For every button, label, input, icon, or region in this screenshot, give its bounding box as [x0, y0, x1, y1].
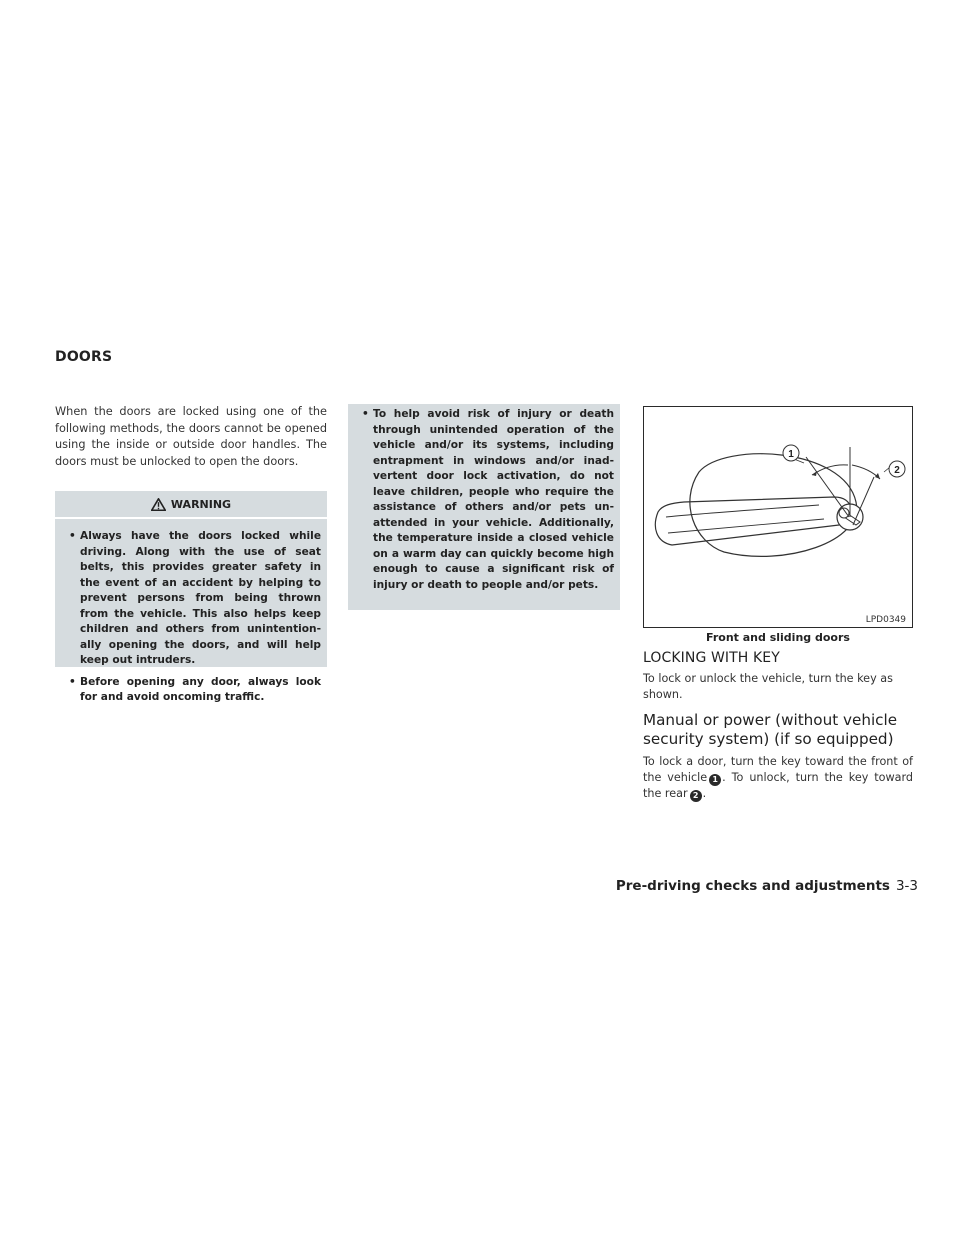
manual-paragraph: To lock a door, turn the key toward the front of the vehicle 1 . To unlock, turn the key toward the rear 2 . [643, 755, 913, 800]
warning-list [55, 519, 327, 706]
door-handle-illustration [644, 407, 912, 627]
heading-manual-or-power: Manual or power (without vehicle security system) (if so equipped) [643, 711, 898, 748]
warning-title: WARNING [170, 497, 232, 511]
locking-paragraph: To lock or unlock the vehicle, turn the key as shown. [643, 672, 893, 701]
warning-item: • To help avoid risk of injury or death through unintended operation of the vehicle and/or its systems, including entrapment in windows and/or inadvertent door lock activation, do not leave children, people who require the assistance of others and/or pets unattended in your vehicle. Additionally, the temperature inside a closed vehicle on a warm day can quickly become high enough to cause a significant risk of injury or death to people and/or pets. [362, 408, 614, 591]
warning-item: • Always have the doors locked while driving. Along with the use of seat belts, this provides greater safety in the event of an accident by helping to prevent persons from being thrown from the vehicle. This also helps keep children and others from unintentionally opening the doors, and will help keep out intruders. [69, 530, 321, 666]
figure-caption: Front and sliding doors [706, 631, 850, 644]
warning-item: • Before opening any door, always look for and avoid oncoming traffic. [69, 675, 321, 703]
figure-callout-2: 2 [894, 465, 900, 476]
figure-code: LPD0349 [865, 615, 906, 625]
door-handle-figure [643, 406, 913, 628]
heading-locking-with-key: LOCKING WITH KEY [643, 650, 780, 666]
page-footer [616, 878, 918, 894]
callout-1-icon: 1 [709, 774, 721, 786]
callout-2-icon: 2 [690, 790, 702, 802]
warning-box-continued [348, 404, 620, 610]
warning-icon [151, 498, 166, 511]
warning-list [348, 404, 620, 593]
footer-section-title: Pre-driving checks and adjustments [615, 878, 890, 894]
figure-callout-1: 1 [788, 449, 794, 460]
section-title: DOORS [55, 349, 113, 365]
intro-paragraph: When the doors are locked using one of the following methods, the doors cannot be opened using the inside or outside door handles. The doors must be unlocked to open the doors. [55, 405, 327, 468]
page-number: 3-3 [895, 878, 918, 894]
warning-box [55, 491, 327, 703]
warning-header [55, 491, 327, 517]
